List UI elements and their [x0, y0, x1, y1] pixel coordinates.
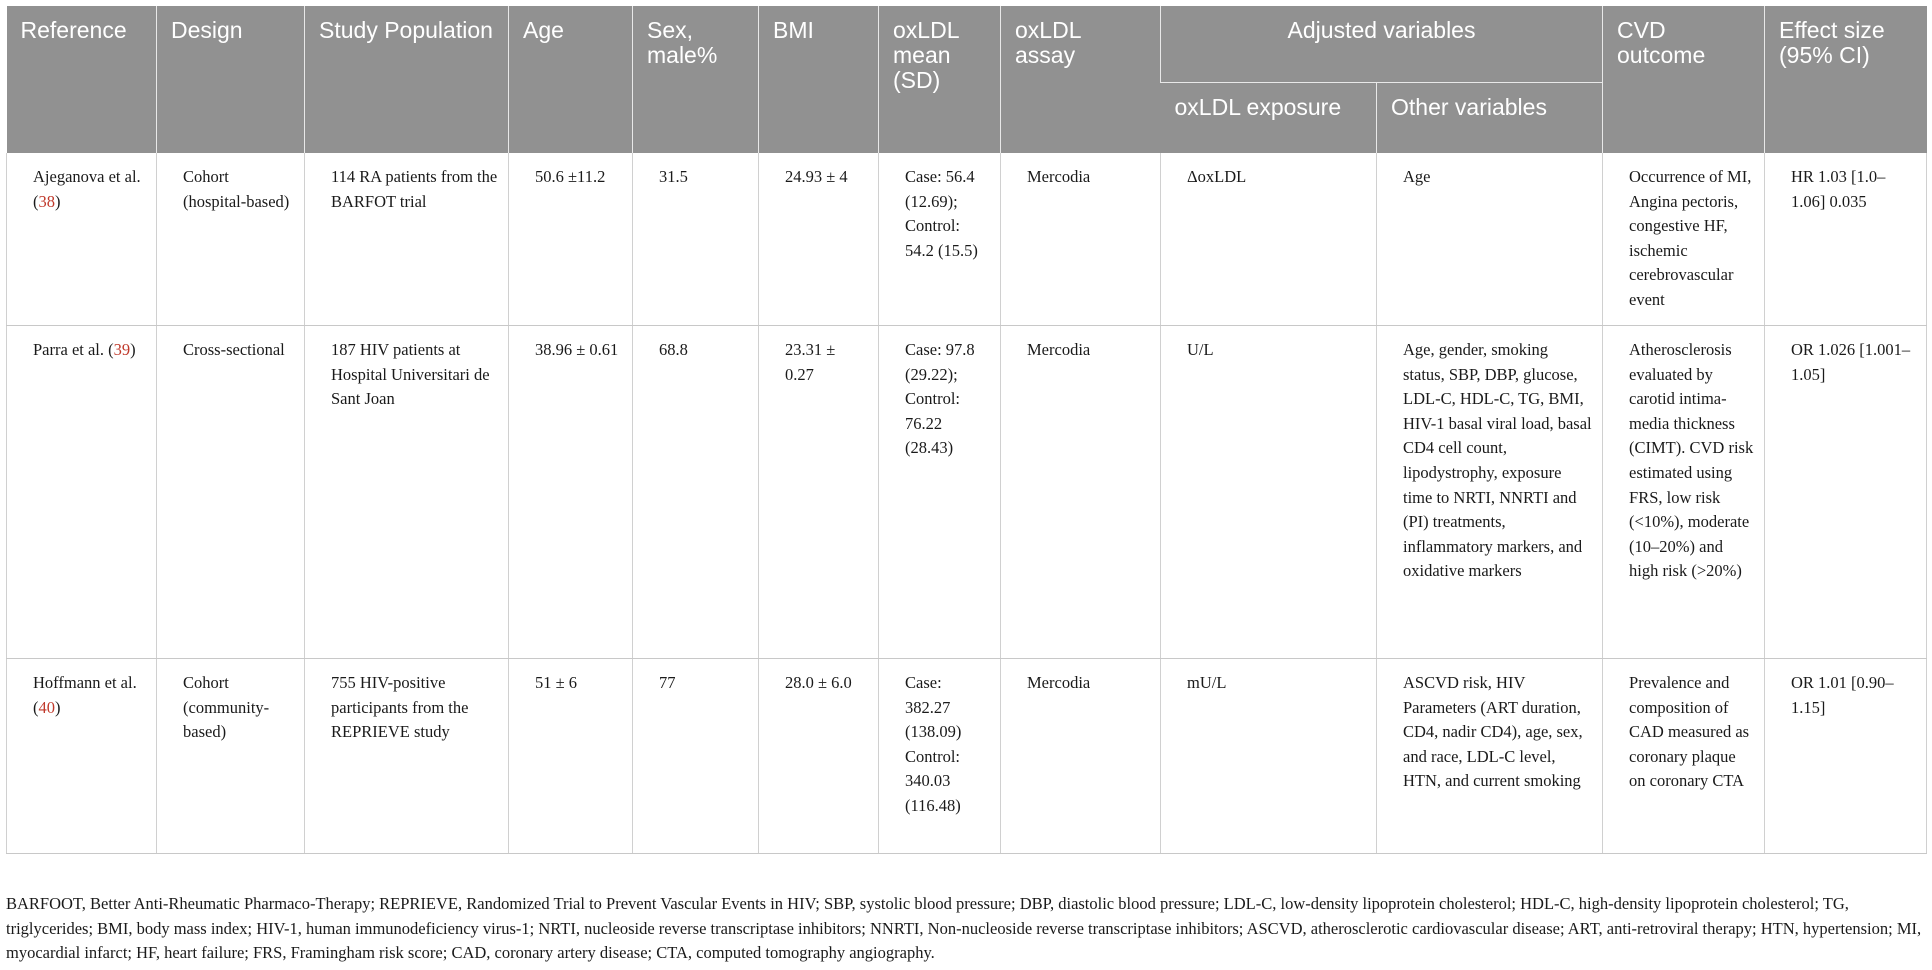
reference-close: ): [130, 340, 136, 359]
bmi-cell: 24.93 ± 4: [759, 153, 879, 326]
assay-cell: Mercodia: [1001, 326, 1161, 659]
oxldl-mean-cell: Case: 382.27 (138.09) Control: 340.03 (116.48): [879, 659, 1001, 854]
reference-text: Ajeganova et al. (: [33, 167, 141, 211]
header-age: Age: [509, 6, 633, 153]
reference-cell: [7, 153, 157, 326]
reference-text: Parra et al. (: [33, 340, 114, 359]
bmi-cell: 23.31 ± 0.27: [759, 326, 879, 659]
header-design: Design: [157, 6, 305, 153]
sex-cell: 31.5: [633, 153, 759, 326]
other-variables-cell: ASCVD risk, HIV Parameters (ART duration, CD4, nadir CD4), age, sex, and race, LDL-C level, HTN, and current smoking: [1377, 659, 1603, 854]
reference-close: ): [55, 191, 61, 211]
population-cell: 755 HIV-positive participants from the REPRIEVE study: [305, 659, 509, 854]
reference-link[interactable]: 40: [38, 697, 55, 717]
table-row: [7, 659, 1927, 854]
sex-cell: 77: [633, 659, 759, 854]
population-cell: 114 RA patients from the BARFOT trial: [305, 153, 509, 326]
age-cell: 38.96 ± 0.61: [509, 326, 633, 659]
table-footnote: BARFOOT, Better Anti-Rheumatic Pharmaco-Therapy; REPRIEVE, Randomized Trial to Prevent Vascular Events in HIV; SBP, systolic blood pressure; DBP, diastolic blood pressure; LDL-C, low-density lipoprotein cholesterol; HDL-C, high-density lipoprotein cholesterol; TG, triglycerides; BMI, body mass index; HIV-1, human immunodeficiency virus-1; NRTI, nucleoside reverse transcriptase inhibitors; NNRTI, Non-nucleoside reverse transcriptase inhibitors; ASCVD, atherosclerotic cardiovascular disease; ART, anti-retroviral therapy; HTN, hypertension; MI, myocardial infarct; HF, heart failure; FRS, Framingham risk score; CAD, coronary artery disease; CTA, computed tomography angiography.: [6, 894, 1922, 962]
other-variables-cell: Age, gender, smoking status, SBP, DBP, glucose, LDL-C, HDL-C, TG, BMI, HIV-1 basal viral load, basal CD4 cell count, lipodystrophy, exposure time to NRTI, NNRTI and (PI) treatments, inflammatory markers, and oxidative markers: [1377, 326, 1603, 659]
header-adjusted-variables: Adjusted variables: [1161, 6, 1603, 83]
header-row: [7, 6, 1927, 83]
reference-cell: [7, 659, 157, 854]
outcome-cell: Atherosclerosis evaluated by carotid intima-media thickness (CIMT). CVD risk estimated using FRS, low risk (<10%), moderate (10–20%) and high risk (>20%): [1603, 326, 1765, 659]
reference-text: Hoffmann et al. (: [33, 673, 137, 717]
effect-size-cell: HR 1.03 [1.0–1.06] 0.035: [1765, 153, 1927, 326]
table-row: [7, 326, 1927, 659]
population-cell: 187 HIV patients at Hospital Universitari de Sant Joan: [305, 326, 509, 659]
design-cell: Cohort (community-based): [157, 659, 305, 854]
other-variables-cell: Age: [1377, 153, 1603, 326]
header-population: Study Population: [305, 6, 509, 153]
effect-size-cell: OR 1.026 [1.001–1.05]: [1765, 326, 1927, 659]
outcome-cell: Prevalence and composition of CAD measured as coronary plaque on coronary CTA: [1603, 659, 1765, 854]
outcome-cell: Occurrence of MI, Angina pectoris, congestive HF, ischemic cerebrovascular event: [1603, 153, 1765, 326]
design-cell: Cohort (hospital-based): [157, 153, 305, 326]
exposure-cell: ΔoxLDL: [1161, 153, 1377, 326]
header-cvd-outcome: CVD outcome: [1603, 6, 1765, 153]
header-effect-size: Effect size (95% CI): [1765, 6, 1927, 153]
age-cell: 51 ± 6: [509, 659, 633, 854]
assay-cell: Mercodia: [1001, 153, 1161, 326]
reference-close: ): [55, 697, 61, 717]
header-reference: Reference: [7, 6, 157, 153]
age-cell: 50.6 ±11.2: [509, 153, 633, 326]
effect-size-cell: OR 1.01 [0.90–1.15]: [1765, 659, 1927, 854]
reference-link[interactable]: 39: [113, 340, 131, 359]
header-other-variables: Other variables: [1377, 83, 1603, 154]
data-table: [6, 6, 1927, 854]
exposure-cell: U/L: [1161, 326, 1377, 659]
design-cell: Cross-sectional: [157, 326, 305, 659]
reference-link[interactable]: 38: [38, 191, 55, 211]
reference-cell: [7, 326, 157, 659]
header-oxldl-mean: oxLDL mean (SD): [879, 6, 1001, 153]
header-bmi: BMI: [759, 6, 879, 153]
header-oxldl-exposure: oxLDL exposure: [1161, 83, 1377, 154]
sex-cell: 68.8: [633, 326, 759, 659]
oxldl-mean-cell: Case: 97.8 (29.22); Control: 76.22 (28.43): [879, 326, 1001, 659]
table-row: [7, 153, 1927, 326]
header-oxldl-assay: oxLDL assay: [1001, 6, 1161, 153]
assay-cell: Mercodia: [1001, 659, 1161, 854]
header-sex: Sex, male%: [633, 6, 759, 153]
oxldl-mean-cell: Case: 56.4 (12.69); Control: 54.2 (15.5): [879, 153, 1001, 326]
bmi-cell: 28.0 ± 6.0: [759, 659, 879, 854]
exposure-cell: mU/L: [1161, 659, 1377, 854]
